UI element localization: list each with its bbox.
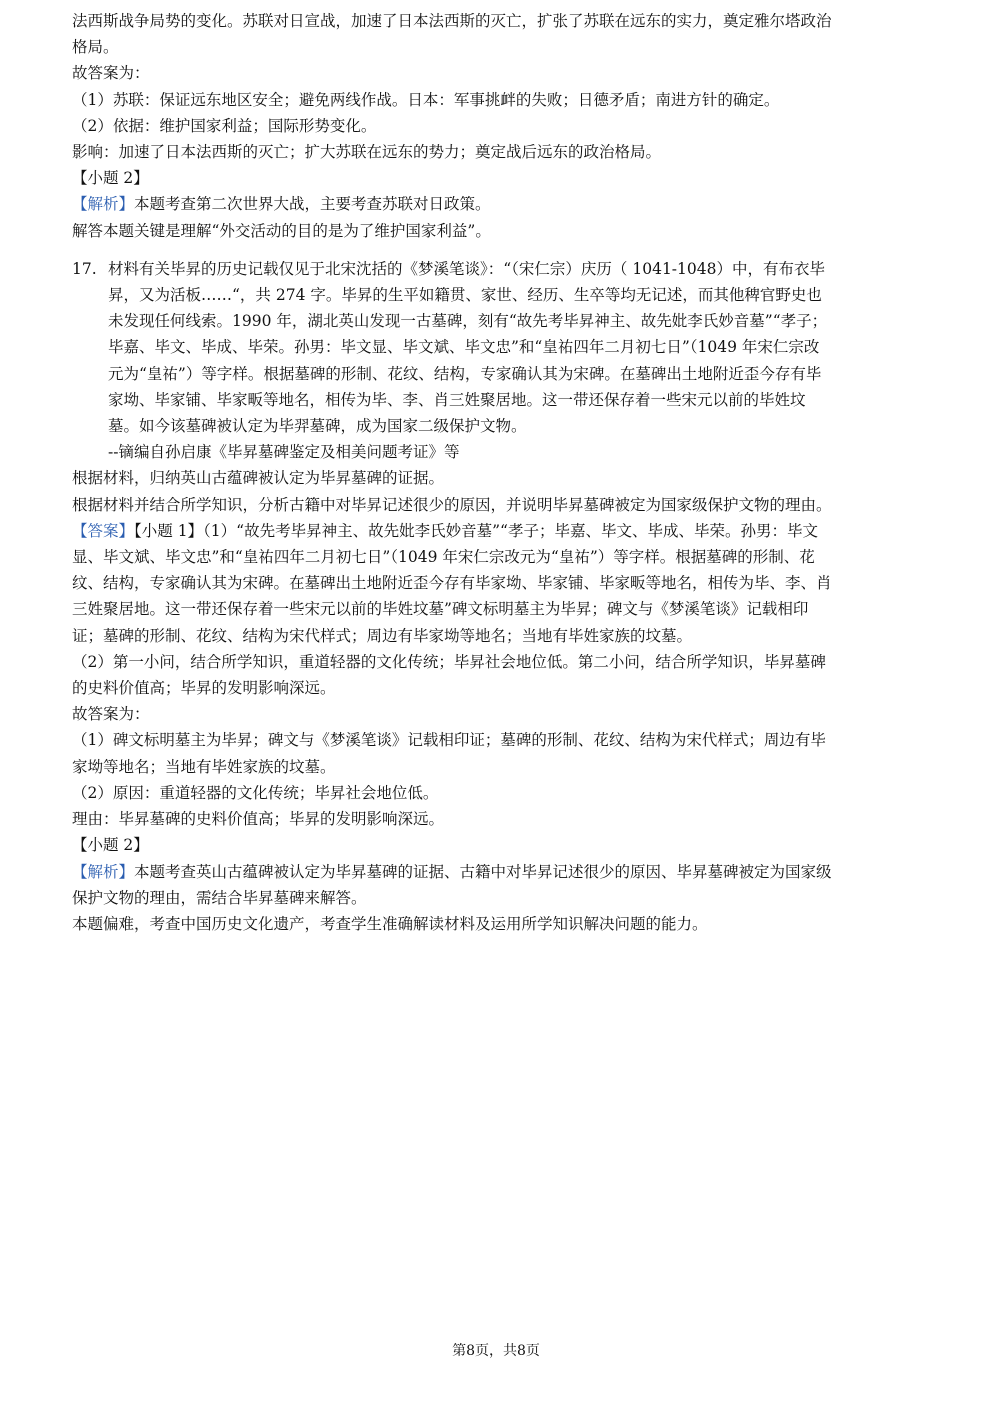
text-line: （2）第一小问，结合所学知识，重道轻器的文化传统；毕昇社会地位低。第二小问，结合所学知识，毕昇墓碑的史料价值高；毕昇的发明影响深远。 — [72, 652, 826, 698]
text-line: 本题偏难，考查中国历史文化遗产，考查学生准确解读材料及运用所学知识解决问题的能力。 — [72, 914, 708, 933]
material-source: --镝编自孙启康《毕昇墓碑鉴定及相美问题考证》等 — [108, 443, 460, 462]
page-footer: 第8页，共8页 — [452, 1343, 540, 1359]
document-page — [72, 8, 832, 937]
question-line: 根据材料并结合所学知识，分析古籍中对毕昇记述很少的原因，并说明毕昇墓碑被定为国家级保护文物的理由。 — [72, 495, 832, 514]
question-material: 材料有关毕昇的历史记载仅见于北宋沈括的《梦溪笔谈》：“（宋仁宗）庆历（ 1041-1048）中，有布衣毕昇，又为活板……“，共 274 字。毕昇的生平如籍贯、家世、经历、生卒等均无记述，而其他稗官野史也未发现任何线索。1990 年，湖北英山发现一古墓碑，刻有“故先考毕昇神主、故先妣李氏妙音墓”“孝子；毕嘉、毕文、毕成、毕荣。孙男：毕文显、毕文斌、毕文忠”和“皇祐四年二月初七日”（1049 年宋仁宗改元为“皇祐”）等字样。根据墓碑的形制、花纹、结构，专家确认其为宋碑。在墓碑出土地附近歪今存有毕家坳、毕家铺、毕家畈等地名，相传为毕、李、肖三姓聚居地。这一带还保存着一些宋元以前的毕姓坟墓。如今该墓碑被认定为毕羿墓碑，成为国家二级保护文物。 — [108, 259, 828, 436]
answer-text: 【小题 1】（1）“故先考毕昇神主、故先妣李氏妙音墓”“孝子；毕嘉、毕文、毕成、毕荣。孙男：毕文显、毕文斌、毕文忠”和“皇祐四年二月初七日”（1049 年宋仁宗改元为“皇祐”）等字样。根据墓碑的形制、花纹、结构，专家确认其为宋碑。在墓碑出土地附近歪今存有毕家坳、毕家铺、毕家畈等地名，相传为毕、李、肖三姓聚居地。这一带还保存着一些宋元以前的毕姓坟墓”碑文标明墓主为毕昇；碑文与《梦溪笔谈》记载相印证；墓碑的形制、花纹、结构为宋代样式；周边有毕家坳等地名；当地有毕姓家族的坟墓。 — [72, 521, 832, 645]
text-line: 故答案为： — [72, 64, 150, 83]
analysis-tag: 【解析】 — [72, 195, 135, 214]
text-line: 解答本题关键是理解“外交活动的目的是为了维护国家利益”。 — [72, 221, 491, 240]
text-line: 故答案为： — [72, 705, 150, 724]
analysis-text: 本题考查英山古蕴碑被认定为毕昇墓碑的证据、古籍中对毕昇记述很少的原因、毕昇墓碑被定为国家级保护文物的理由，需结合毕昇墓碑来解答。 — [72, 862, 832, 907]
analysis-text: 本题考查第二次世界大战，主要考查苏联对日政策。 — [134, 195, 491, 214]
question-line: 根据材料，归纳英山古蕴碑被认定为毕昇墓碑的证据。 — [72, 469, 445, 488]
answer-paragraph — [72, 518, 832, 649]
sub-question-label: 【小题 2】 — [72, 169, 149, 188]
text-line: 理由：毕昇墓碑的史料价值高；毕昇的发明影响深远。 — [72, 810, 445, 829]
text-line: （2）原因：重道轻器的文化传统；毕昇社会地位低。 — [72, 783, 439, 802]
text-line: （2）依据：维护国家利益；国际形势变化。 — [72, 116, 377, 135]
analysis-tag: 【解析】 — [72, 862, 135, 881]
text-line: 影响：加速了日本法西斯的灭亡；扩大苏联在远东的势力；奠定战后远东的政治格局。 — [72, 143, 662, 162]
question-17 — [72, 256, 832, 439]
question-number: 17. — [72, 259, 97, 278]
sub-question-label: 【小题 2】 — [72, 836, 149, 855]
answer-tag: 【答案】 — [72, 521, 135, 540]
text-line: （1）苏联：保证远东地区安全；避免两线作战。日本：军事挑衅的失败；日德矛盾；南进方针的确定。 — [72, 90, 780, 109]
text-line: 法西斯战争局势的变化。苏联对日宣战，加速了日本法西斯的灭亡，扩张了苏联在远东的实力，奠定雅尔塔政治格局。 — [72, 12, 832, 57]
analysis-paragraph — [72, 191, 832, 217]
analysis-paragraph — [72, 859, 832, 911]
text-line: （1）碑文标明墓主为毕昇；碑文与《梦溪笔谈》记载相印证；墓碑的形制、花纹、结构为宋代样式；周边有毕家坳等地名；当地有毕姓家族的坟墓。 — [72, 731, 826, 776]
